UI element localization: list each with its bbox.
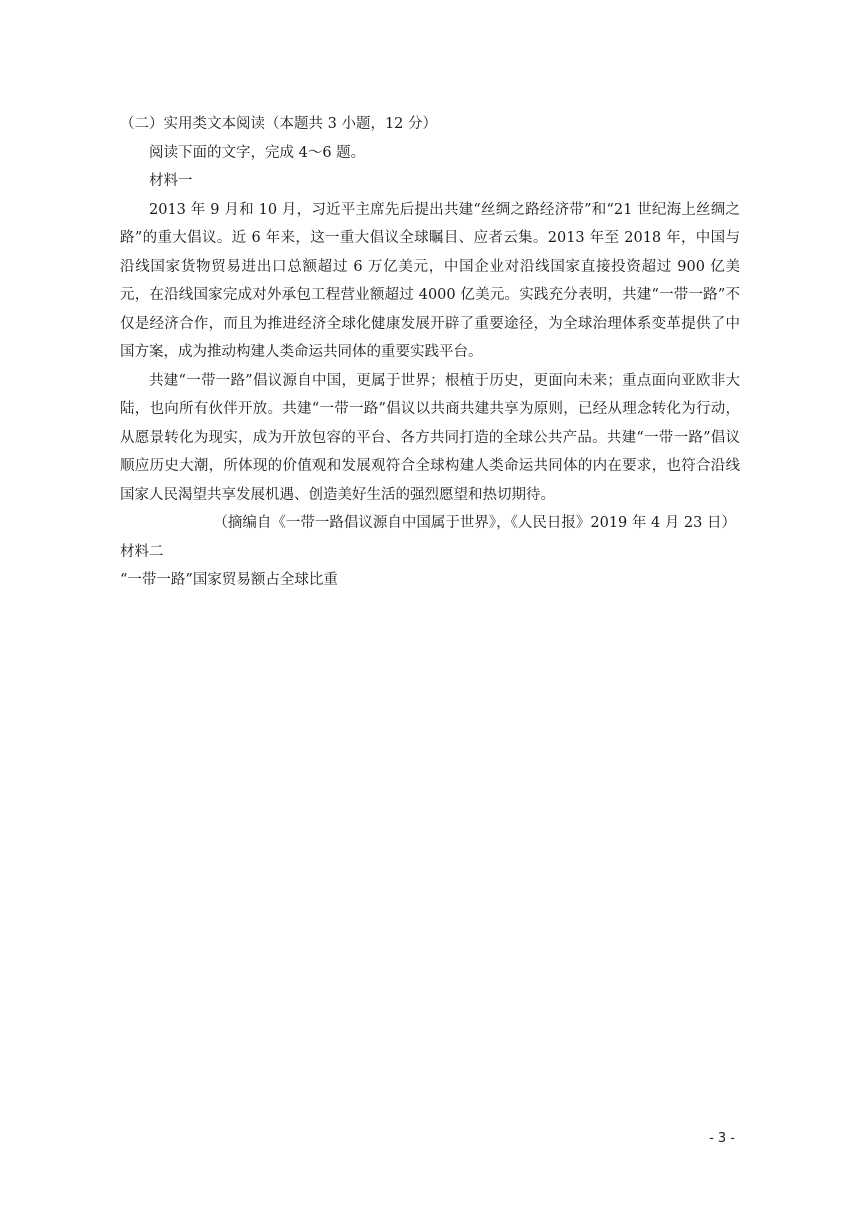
source-citation: （摘编自《一带一路倡议源自中国属于世界》，《人民日报》2019 年 4 月 23 日） bbox=[213, 515, 736, 531]
instruction-text: 阅读下面的文字，完成 4～6 题。 bbox=[149, 144, 366, 161]
section-title: （二）实用类文本阅读（本题共 3 小题，12 分） bbox=[120, 116, 438, 132]
material-two-label: 材料二 bbox=[120, 543, 164, 560]
material-one-label: 材料一 bbox=[149, 173, 193, 189]
material-one-paragraph-1: 2013 年 9 月和 10 月，习近平主席先后提出共建“丝绸之路经济带”和“21 世纪海上丝绸之路”的重大倡议。近 6 年来，这一重大倡议全球瞩目、应者云集。2013 年至 2018 年，中国与沿线国家货物贸易进出口总额超过 6 万亿美元，中国企业对沿线国家直接投资超过 900 亿美元，在沿线国家完成对外承包工程营业额超过 4000 亿美元。实践充分表明，共建“一带一路”不仅是经济合作，而且为推进经济全球化健康发展开辟了重要途径，为全球治理体系变革提供了中国方案，成为推动构建人类命运共同体的重要实践平台。 bbox=[120, 201, 740, 360]
document-body bbox=[120, 110, 740, 595]
material-one-paragraph-2: 共建“一带一路”倡议源自中国，更属于世界；根植于历史，更面向未来；重点面向亚欧非大陆，也向所有伙伴开放。共建“一带一路”倡议以共商共建共享为原则，已经从理念转化为行动，从愿景转化为现实，成为开放包容的平台、各方共同打造的全球公共产品。共建“一带一路”倡议顺应历史大潮，所体现的价值观和发展观符合全球构建人类命运共同体的内在要求，也符合沿线国家人民渴望共享发展机遇、创造美好生活的强烈愿望和热切期待。 bbox=[120, 372, 740, 503]
page-number: - 3 - bbox=[709, 1131, 735, 1146]
chart-caption: “一带一路”国家贸易额占全球比重 bbox=[120, 572, 338, 588]
